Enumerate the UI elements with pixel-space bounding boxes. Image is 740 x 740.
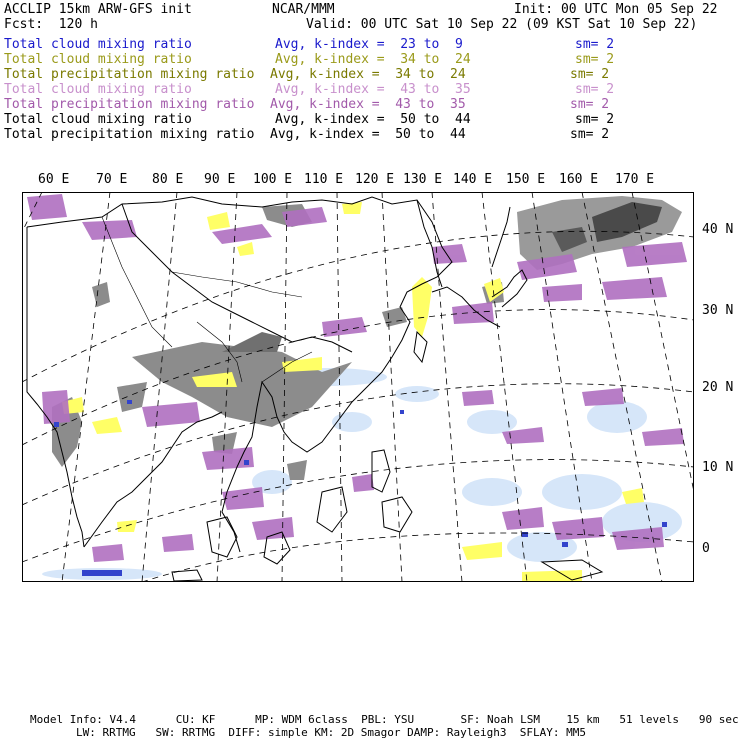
lon-label-60e: 60 E [38, 172, 70, 187]
lon-label-130e: 130 E [403, 172, 443, 187]
field-name-3: Total precipitation mixing ratio [4, 67, 255, 82]
field-sm-2: sm= 2 [575, 52, 615, 67]
lon-label-80e: 80 E [152, 172, 184, 187]
field-name-5: Total precipitation mixing ratio [4, 97, 255, 112]
field-desc-2: Avg, k-index = 34 to 24 [275, 52, 471, 67]
field-sm-1: sm= 2 [575, 37, 615, 52]
lon-label-160e: 160 E [559, 172, 599, 187]
lon-label-70e: 70 E [96, 172, 128, 187]
model-title: ACCLIP 15km ARW-GFS init [4, 2, 192, 17]
lat-label-40n: 40 N [702, 222, 734, 237]
lon-label-110e: 110 E [304, 172, 344, 187]
field-name-2: Total cloud mixing ratio [4, 52, 192, 67]
field-sm-7: sm= 2 [570, 127, 610, 142]
field-name-1: Total cloud mixing ratio [4, 37, 192, 52]
field-desc-7: Avg, k-index = 50 to 44 [270, 127, 466, 142]
valid-time: Valid: 00 UTC Sat 10 Sep 22 (09 KST Sat 10 Sep 22) [306, 17, 698, 32]
lat-label-30n: 30 N [702, 303, 734, 318]
field-name-4: Total cloud mixing ratio [4, 82, 192, 97]
org-label: NCAR/MMM [272, 2, 335, 17]
lat-label-0: 0 [702, 541, 710, 556]
field-desc-3: Avg, k-index = 34 to 24 [270, 67, 466, 82]
field-sm-5: sm= 2 [570, 97, 610, 112]
lon-label-90e: 90 E [204, 172, 236, 187]
lon-label-120e: 120 E [355, 172, 395, 187]
lon-label-170e: 170 E [615, 172, 655, 187]
field-name-6: Total cloud mixing ratio [4, 112, 192, 127]
lat-label-20n: 20 N [702, 380, 734, 395]
field-desc-6: Avg, k-index = 50 to 44 [275, 112, 471, 127]
field-desc-5: Avg, k-index = 43 to 35 [270, 97, 466, 112]
forecast-map [22, 192, 694, 582]
lon-label-140e: 140 E [453, 172, 493, 187]
init-time: Init: 00 UTC Mon 05 Sep 22 [514, 2, 718, 17]
field-sm-4: sm= 2 [575, 82, 615, 97]
field-desc-1: Avg, k-index = 23 to 9 [275, 37, 463, 52]
model-info-line-2: LW: RRTMG SW: RRTMG DIFF: simple KM: 2D Smagor DAMP: Rayleigh3 SFLAY: MM5 [76, 726, 586, 739]
model-info-line-1: Model Info: V4.4 CU: KF MP: WDM 6class PBL: YSU SF: Noah LSM 15 km 51 levels 90 sec [30, 713, 739, 726]
lon-label-150e: 150 E [506, 172, 546, 187]
lon-label-100e: 100 E [253, 172, 293, 187]
field-desc-4: Avg, k-index = 43 to 35 [275, 82, 471, 97]
field-name-7: Total precipitation mixing ratio [4, 127, 255, 142]
field-sm-6: sm= 2 [575, 112, 615, 127]
lat-label-10n: 10 N [702, 460, 734, 475]
forecast-hour: Fcst: 120 h [4, 17, 98, 32]
field-sm-3: sm= 2 [570, 67, 610, 82]
